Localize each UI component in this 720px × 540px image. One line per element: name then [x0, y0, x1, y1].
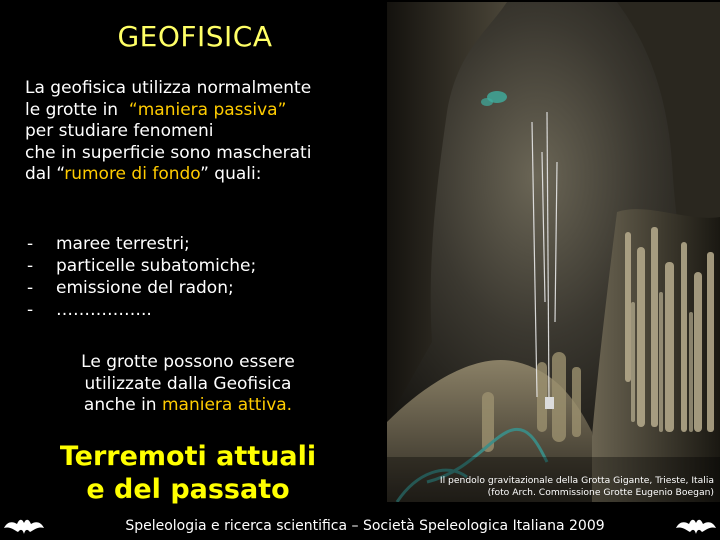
intro-text: dal “ — [25, 164, 65, 184]
active-paragraph — [40, 352, 336, 417]
highlight-active: maniera attiva. — [161, 395, 293, 415]
highlight-noise: rumore di fondo — [64, 164, 201, 184]
list-item — [25, 277, 385, 299]
active-line — [40, 395, 336, 417]
headline-line: e del passato — [86, 474, 290, 505]
intro-line — [25, 164, 385, 186]
photo-caption — [392, 475, 714, 499]
footer-text: Speleologia e ricerca scientifica – Società Speleologica Italiana 2009 — [125, 518, 605, 534]
pendulum-weight — [545, 397, 554, 409]
intro-line: per studiare fenomeni — [25, 121, 214, 141]
list-item-text: maree terrestri; — [56, 234, 190, 254]
cave-photo — [387, 2, 720, 502]
caption-line: (foto Arch. Commissione Grotte Eugenio Boegan) — [487, 487, 714, 498]
bullet-dash: - — [27, 300, 34, 320]
bullet-dash: - — [27, 256, 34, 276]
list-item-text: emissione del radon; — [56, 278, 234, 298]
list-item — [25, 299, 385, 321]
list-item-text: particelle subatomiche; — [56, 256, 257, 276]
bat-logo-icon — [2, 514, 46, 538]
active-line: utilizzate dalla Geofisica — [84, 373, 292, 394]
phenomena-list — [25, 233, 385, 321]
intro-paragraph — [25, 78, 385, 186]
slide-title: GEOFISICA — [117, 20, 273, 53]
intro-line — [25, 100, 385, 122]
list-item-text: …………….. — [56, 300, 152, 320]
list-item — [25, 255, 385, 277]
list-item — [25, 233, 385, 255]
active-text: anche in — [83, 395, 162, 415]
active-line: Le grotte possono essere — [81, 352, 295, 372]
intro-text: ” quali: — [200, 164, 262, 184]
bullet-dash: - — [27, 234, 34, 254]
intro-text: le grotte in — [25, 99, 129, 120]
bat-logo-icon — [674, 514, 718, 538]
cave-photo-illustration — [387, 2, 720, 502]
intro-line: La geofisica utilizza normalmente — [25, 78, 312, 98]
intro-line: che in superficie sono mascherati — [25, 142, 312, 163]
headline — [30, 440, 346, 506]
caption-line: Il pendolo gravitazionale della Grotta Gigante, Trieste, Italia — [439, 475, 714, 486]
headline-line: Terremoti attuali — [59, 441, 317, 472]
highlight-passive: “maniera passiva” — [128, 99, 287, 120]
bullet-dash: - — [27, 278, 34, 298]
